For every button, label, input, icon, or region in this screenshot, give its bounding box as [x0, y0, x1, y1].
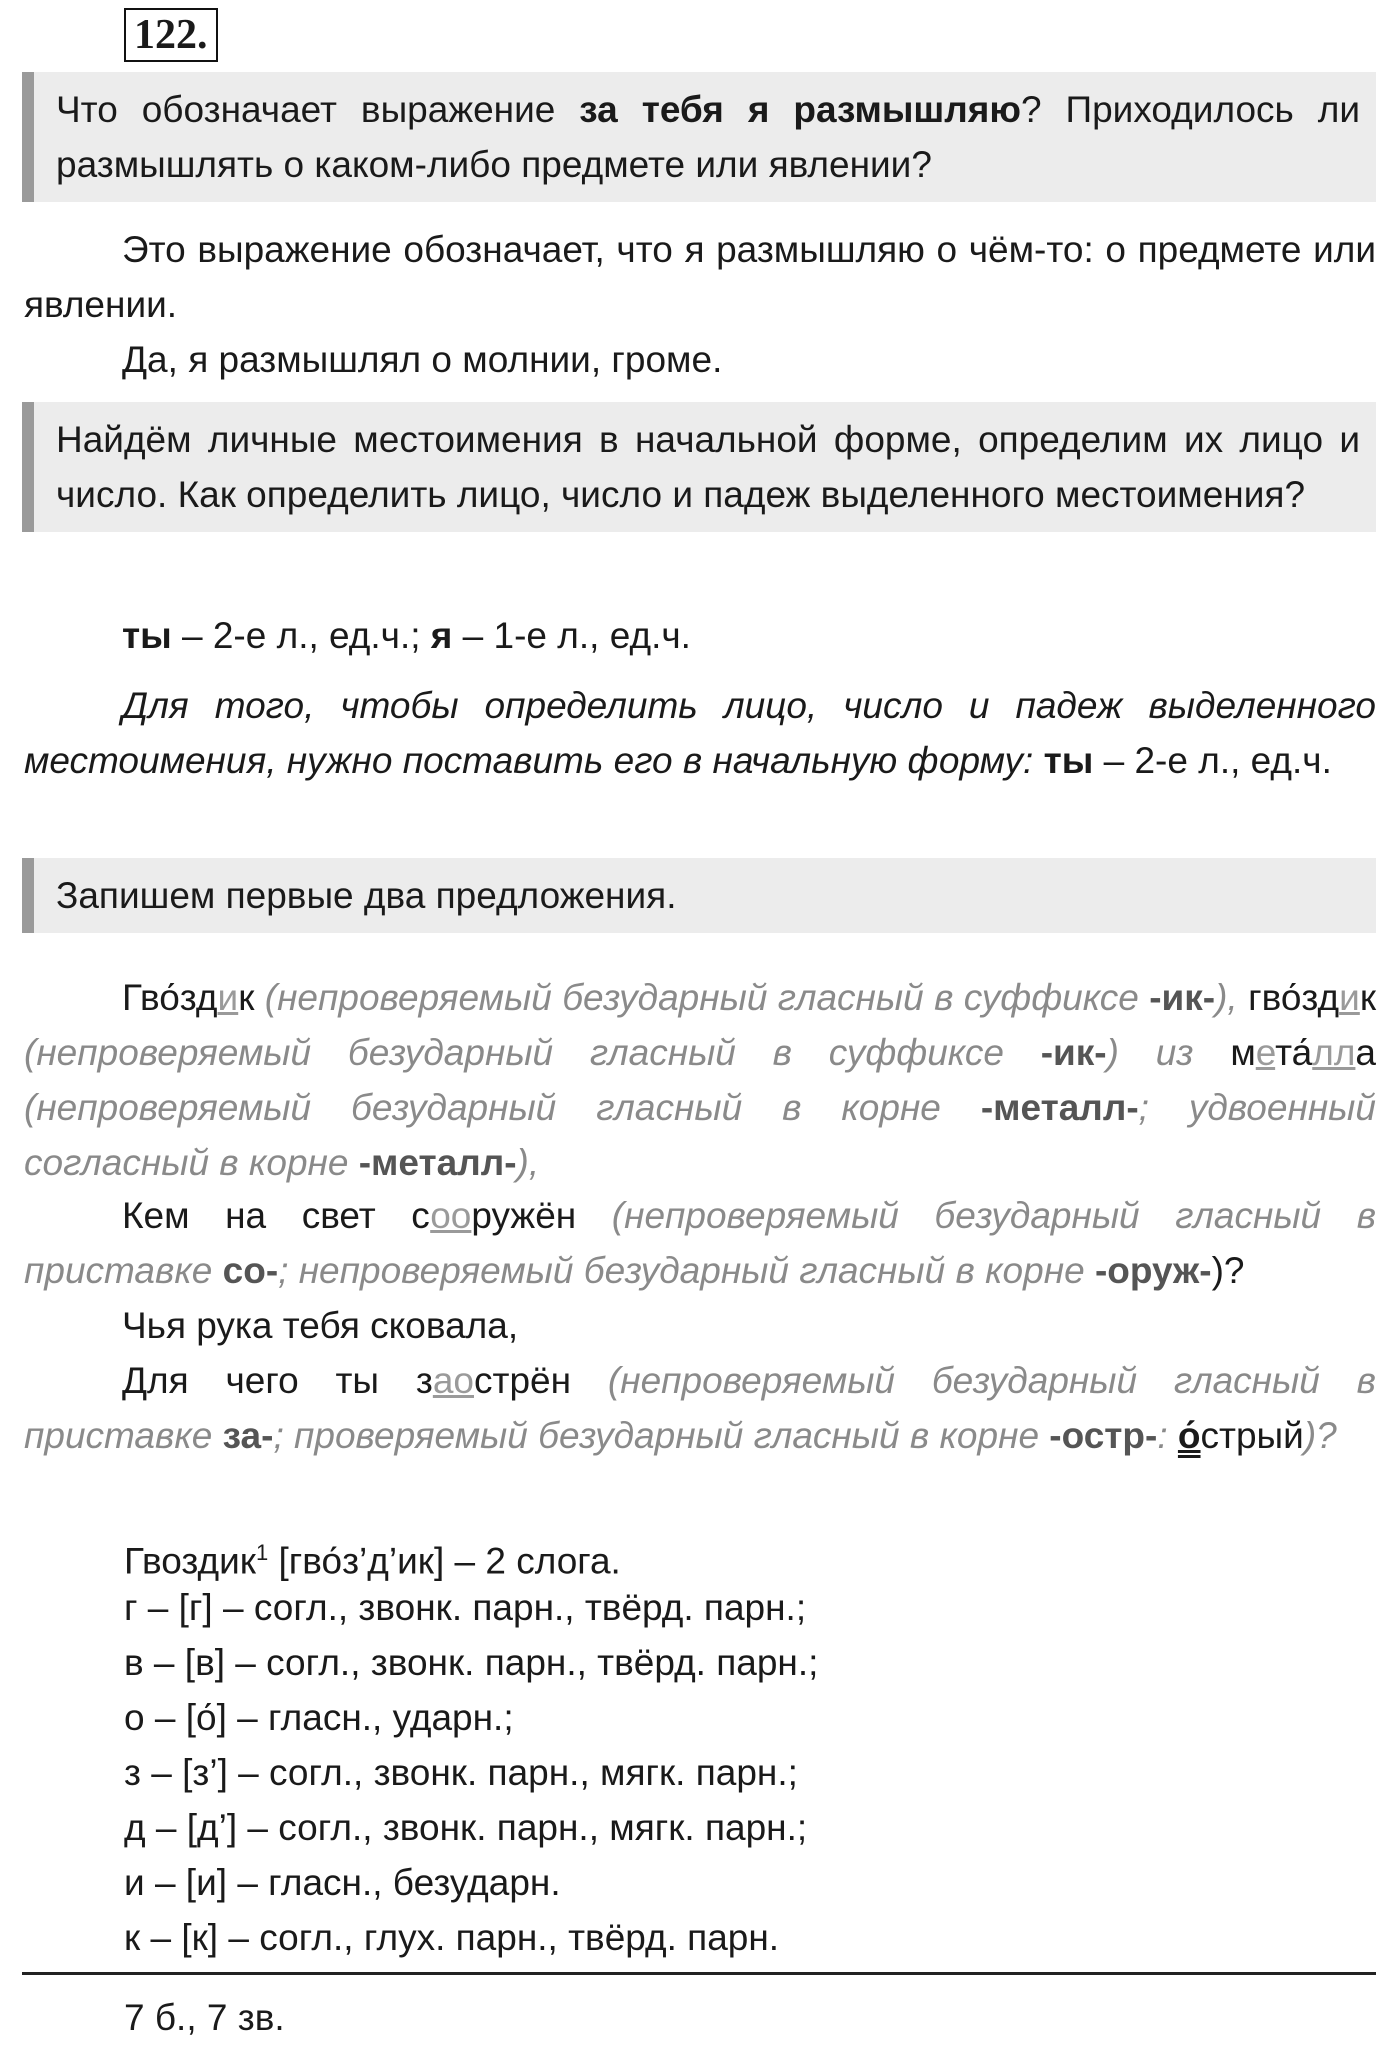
note-morpheme: за- — [222, 1415, 274, 1456]
check-word-rest: стрый — [1200, 1415, 1304, 1456]
note-morpheme: -ик- — [1149, 977, 1216, 1018]
note-text: : — [1157, 1415, 1178, 1456]
divider-rule — [22, 1972, 1376, 1975]
q1-phrase: за тебя я размышляю — [579, 89, 1021, 130]
check-word-vowel: о́ — [1177, 1415, 1201, 1456]
note-text: (непроверяемый безударный гласный в приставке — [24, 1195, 1377, 1291]
note-morpheme: -ик- — [1040, 1032, 1107, 1073]
question-box-2: Найдём личные местоимения в начальной форме, определим их лицо и число. Как определить лицо, число и падеж выделенного местоимения? — [22, 402, 1376, 532]
note-text: (непроверяемый безударный гласный в приставке — [24, 1360, 1376, 1456]
phonetic-row: к – [к] – согл., глух. парн., твёрд. парн. — [124, 1917, 780, 1958]
word-part: к — [1359, 977, 1376, 1018]
question-box-3: Запишем первые два предложения. — [22, 858, 1376, 933]
note-text: ; непроверяемый безударный гласный в корне — [278, 1250, 1095, 1291]
question-box-1 — [22, 72, 1376, 202]
phonetic-heading — [124, 1525, 621, 1588]
word-part: Кем на свет с — [122, 1195, 431, 1236]
poem-line-chya: Чья рука тебя сковала, — [122, 1305, 519, 1346]
note — [254, 977, 1215, 1018]
word-part: гво́зд — [1248, 977, 1340, 1018]
note-morpheme: -металл- — [980, 1087, 1139, 1128]
word-part: м — [1230, 1032, 1256, 1073]
phonetic-row: з – [з’] – согл., звонк. парн., мягк. парн.; — [124, 1752, 798, 1793]
note-text: ; удвоенный согласный в корне — [24, 1087, 1376, 1183]
answer-1-paragraph-2: Да, я размышлял о молнии, громе. — [122, 339, 723, 380]
highlight-vowel: е — [1255, 1032, 1276, 1073]
explanation-italic: Для того, чтобы определить лицо, число и падеж выделенного местоимения, нужно поставить его в начальную форму: — [24, 685, 1376, 781]
poem-line-kem — [24, 1188, 1376, 1298]
explanation-ty: ты — [1043, 740, 1094, 781]
note-end: )? — [1303, 1415, 1337, 1456]
word-part: та́ — [1275, 1032, 1313, 1073]
word-part: к — [238, 977, 255, 1018]
poem-stanza-1 — [24, 970, 1376, 1190]
note-text: (непроверяемый безударный гласный в суффиксе — [254, 977, 1150, 1018]
answer-1-paragraph-1: Это выражение обозначает, что я размышляю о чём-то: о предмете или явлении. — [24, 229, 1376, 325]
note-morpheme: -металл- — [358, 1142, 517, 1183]
note-morpheme: -остр- — [1049, 1415, 1158, 1456]
q1-pre: Что обозначает выражение — [56, 89, 580, 130]
pronoun-ty-desc: – 2-е л., ед.ч.; — [171, 615, 431, 656]
highlight-double-consonant: лл — [1312, 1032, 1356, 1073]
note — [24, 1032, 1107, 1073]
answer-2-pronouns — [24, 608, 1376, 663]
answer-2-explanation — [24, 678, 1376, 788]
q1-post: ? Приходилось ли размышлять о каком-либо предмете или явлении? — [56, 89, 1361, 185]
phonetic-row: д – [д’] – согл., звонк. парн., мягк. парн.; — [124, 1807, 808, 1848]
letters-sounds-count: 7 б., 7 зв. — [124, 1997, 285, 2038]
word-part: а — [1355, 1032, 1376, 1073]
word-part: Для чего ты з — [122, 1360, 433, 1401]
explanation-ty-desc: – 2-е л., ед.ч. — [1093, 740, 1332, 781]
note-morpheme: со- — [222, 1250, 279, 1291]
pronoun-ya: я — [430, 615, 453, 656]
phonetic-word: Гвоздик — [124, 1540, 256, 1582]
note-end: ) из — [1106, 1032, 1194, 1073]
note-end: ), — [1215, 977, 1238, 1018]
pronoun-ya-desc: – 1-е л., ед.ч. — [452, 615, 691, 656]
task-number: 122. — [124, 8, 218, 62]
note — [24, 1087, 1376, 1183]
phonetic-row: г – [г] – согл., звонк. парн., твёрд. парн.; — [124, 1587, 807, 1628]
word-part: Гво́зд — [122, 977, 218, 1018]
phonetic-row: и – [и] – гласн., безударн. — [124, 1862, 561, 1903]
phonetic-transcription: [гво́з’д’ик] – 2 слога. — [268, 1540, 621, 1582]
note-morpheme: -оруж- — [1094, 1250, 1212, 1291]
pronoun-ty: ты — [122, 615, 172, 656]
highlight-vowel: и — [217, 977, 239, 1018]
note-end: ), — [516, 1142, 540, 1183]
word-part: стрён — [474, 1360, 572, 1401]
note-text: (непроверяемый безударный гласный в корне — [24, 1087, 981, 1128]
highlight-vowel: и — [1339, 977, 1360, 1018]
footnote-marker: 1 — [255, 1540, 269, 1565]
poem-line-dlya — [24, 1353, 1376, 1463]
note-end: )? — [1211, 1250, 1245, 1291]
word-part: ружён — [471, 1195, 577, 1236]
phonetic-row: о – [о́] – гласн., ударн.; — [124, 1697, 514, 1738]
highlight-vowel: ао — [432, 1360, 474, 1401]
highlight-vowel: оо — [430, 1195, 472, 1236]
note-text: (непроверяемый безударный гласный в суффиксе — [24, 1032, 1041, 1073]
phonetic-row: в – [в] – согл., звонк. парн., твёрд. парн.; — [124, 1642, 819, 1683]
note-text: ; проверяемый безударный гласный в корне — [273, 1415, 1050, 1456]
